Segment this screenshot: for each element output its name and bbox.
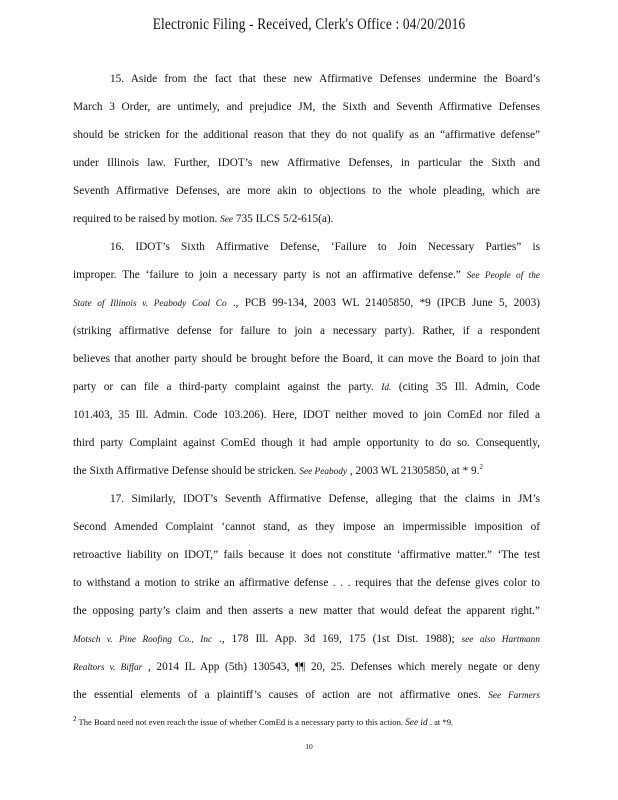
p16-line-2-text: improper. The ‘failure to join a necessary party is not an affirmative defense.” bbox=[73, 269, 467, 281]
p15-line-6-text: required to be raised by motion. bbox=[73, 213, 221, 225]
p17-biffar-cite: Realtors v. Biffar bbox=[73, 663, 143, 673]
p16-line-9 bbox=[73, 464, 540, 479]
filing-header: Electronic Filing - Received, Clerk's Office : 04/20/2016 bbox=[152, 16, 466, 33]
p16-line-5: believes that another party should be brought before the Board, it can move the Board to join that bbox=[73, 353, 540, 365]
p16-reporter-cite: ., PCB 99-134, 2003 WL 21405850, *9 (IPCB June 5, 2003) bbox=[226, 297, 540, 309]
p17-hartmann-cite: see also Hartmann bbox=[461, 635, 540, 645]
p15-line-3: should be stricken for the additional reason that they do not qualify as an “affirmative defense” bbox=[73, 129, 540, 141]
p17-line-5: the opposing party’s claim and then asserts a new matter that would defeat the apparent right.” bbox=[73, 605, 540, 617]
p15-statute-cite: 735 ILCS 5/2-615(a). bbox=[233, 213, 334, 225]
p16-case-name: State of Illinois v. Peabody Coal Co bbox=[73, 299, 227, 309]
p15-line-6 bbox=[73, 212, 540, 227]
footnote-2 bbox=[73, 716, 543, 729]
p15-see-signal: See bbox=[220, 215, 234, 225]
page-number: 10 bbox=[305, 742, 313, 751]
p17-line-8-text: the essential elements of a plaintiff’s causes of action are not affirmative ones. bbox=[73, 689, 489, 701]
p17-line-8 bbox=[73, 688, 540, 703]
p16-line-7: 101.403, 35 Ill. Admin. Code 103.206). Here, IDOT neither moved to join ComEd nor filed a bbox=[73, 409, 540, 421]
p17-motsch-reporter: ., 178 Ill. App. 3d 169, 175 (1st Dist. 1988); bbox=[212, 633, 462, 645]
p16-line-1: 16. IDOT’s Sixth Affirmative Defense, ‘Failure to Join Necessary Parties” is bbox=[110, 241, 540, 253]
p17-line-7-text: , 2014 IL App (5th) 130543, ¶¶ 20, 25. Defenses which merely negate or deny bbox=[142, 661, 541, 673]
footnote-tail: . at *9. bbox=[427, 717, 454, 727]
p16-pinpoint-cite: , 2003 WL 21305850, at * 9. bbox=[347, 465, 480, 477]
p17-motsch-cite: Motsch v. Pine Roofing Co., Inc bbox=[73, 635, 213, 645]
footnote-see-id: See id bbox=[405, 718, 428, 728]
p15-line-4: under Illinois law. Further, IDOT’s new Affirmative Defenses, in particular the Sixth and bbox=[73, 157, 540, 169]
p17-line-7 bbox=[73, 660, 540, 675]
p17-line-3: retroactive liability on IDOT,” fails because it does not constitute ‘affirmative matter.” ‘The test bbox=[73, 549, 540, 561]
footnote-number: 2 bbox=[73, 715, 77, 724]
p16-line-2 bbox=[73, 268, 540, 283]
p16-id-signal: Id. bbox=[381, 383, 392, 393]
p17-line-4: to withstand a motion to strike an affirmative defense . . . requires that the defense gives color to bbox=[73, 577, 540, 589]
p16-peabody-cite: See Peabody bbox=[299, 467, 348, 477]
footnote-ref-2: 2 bbox=[479, 463, 483, 472]
p16-line-6-text: party or can file a third-party complaint against the party. bbox=[73, 381, 382, 393]
p17-line-1: 17. Similarly, IDOT’s Seventh Affirmative Defense, alleging that the claims in JM’s bbox=[110, 493, 540, 505]
p16-line-6 bbox=[73, 380, 540, 395]
p16-line-4: (striking affirmative defense for failure to join a necessary party). Rather, if a respondent bbox=[73, 325, 540, 337]
p16-line-9-text: the Sixth Affirmative Defense should be stricken. bbox=[73, 465, 300, 477]
footnote-text: The Board need not even reach the issue of whether ComEd is a necessary party to this action. bbox=[76, 717, 406, 727]
p16-case-cite-start: See People of the bbox=[466, 271, 540, 281]
p17-line-2: Second Amended Complaint ‘cannot stand, as they impose an impermissible imposition of bbox=[73, 521, 540, 533]
p16-line-3 bbox=[73, 296, 540, 311]
p15-line-1: 15. Aside from the fact that these new Affirmative Defenses undermine the Board’s bbox=[110, 73, 540, 85]
p15-line-5: Seventh Affirmative Defenses, are more akin to objections to the whole pleading, which are bbox=[73, 185, 540, 197]
p17-line-6 bbox=[73, 632, 540, 647]
p16-admin-code-cite: (citing 35 Ill. Admin, Code bbox=[391, 381, 540, 393]
p16-line-8: third party Complaint against ComEd though it had ample opportunity to do so. Consequently, bbox=[73, 437, 540, 449]
p15-line-2: March 3 Order, are untimely, and prejudice JM, the Sixth and Seventh Affirmative Defenses bbox=[73, 101, 540, 113]
p17-farmers-cite: See Farmers bbox=[488, 691, 540, 701]
